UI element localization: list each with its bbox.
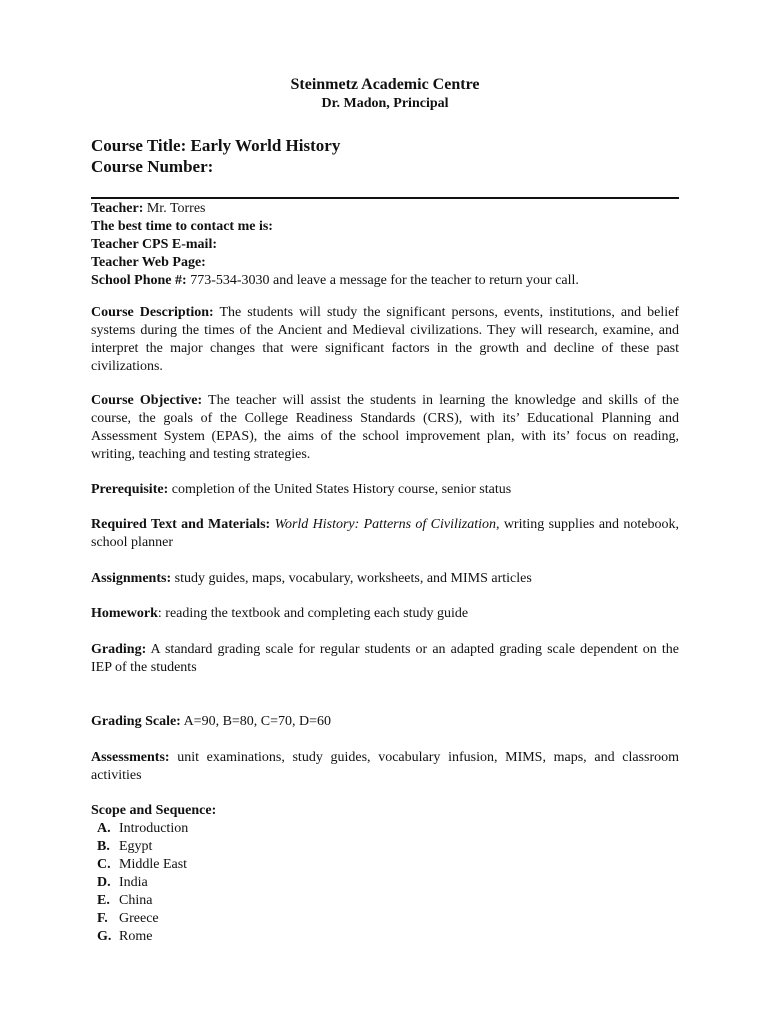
grading-scale: [91, 713, 679, 731]
list-item-letter: E.: [97, 893, 110, 908]
list-item: [97, 928, 188, 946]
prerequisite-label: Prerequisite:: [91, 482, 169, 497]
course-number: Course Number:: [91, 157, 214, 176]
assignments-label: Assignments:: [91, 571, 172, 586]
list-item-letter: C.: [97, 857, 111, 872]
horizontal-rule: [91, 197, 679, 199]
list-item-text: Introduction: [119, 821, 189, 836]
list-item: [97, 892, 188, 910]
list-item: [97, 820, 188, 838]
phone-line: [91, 272, 679, 290]
list-item: [97, 856, 188, 874]
email-line: [91, 236, 679, 254]
best-time-line: [91, 218, 679, 236]
course-description: [91, 304, 679, 376]
list-item: [97, 838, 188, 856]
list-item-text: Rome: [119, 929, 153, 944]
homework: [91, 605, 679, 623]
list-item-text: Egypt: [119, 839, 153, 854]
web-page-line: [91, 254, 679, 272]
objective-label: Course Objective:: [91, 393, 203, 408]
materials-label: Required Text and Materials:: [91, 517, 271, 532]
prerequisite: [91, 481, 679, 499]
teacher-line: [91, 200, 679, 218]
list-item-text: Middle East: [119, 857, 188, 872]
course-objective: [91, 392, 679, 464]
contact-block: [91, 200, 679, 290]
phone-value: 773-534-3030 and leave a message for the teacher to return your call.: [186, 273, 579, 288]
list-item: [97, 874, 188, 892]
list-item-letter: G.: [97, 929, 112, 944]
school-name: Steinmetz Academic Centre: [290, 76, 480, 93]
teacher-value: Mr. Torres: [143, 201, 206, 216]
list-item-text: Greece: [119, 911, 159, 926]
scope-heading: [91, 802, 679, 820]
list-item-letter: B.: [97, 839, 110, 854]
scope-list: [97, 820, 188, 946]
homework-label: Homework: [91, 606, 158, 621]
email-label: Teacher CPS E-mail:: [91, 237, 217, 252]
grading-text: A standard grading scale for regular students or an adapted grading scale dependent on the IEP of the students: [91, 642, 679, 675]
objective-text: The teacher will assist the students in learning the knowledge and skills of the course, the goals of the College Readiness Standards (CRS), with its’ Educational Planning and Assessment System (EPAS), the aims of the school improvement plan, with its’ focus on reading, writing, teaching and testing strategies.: [91, 393, 680, 462]
prerequisite-text: completion of the United States History course, senior status: [168, 482, 512, 497]
list-item-text: China: [119, 893, 153, 908]
scope-label: Scope and Sequence:: [91, 803, 217, 818]
list-item-text: India: [119, 875, 148, 890]
homework-text: : reading the textbook and completing each study guide: [157, 606, 469, 621]
phone-label: School Phone #:: [91, 273, 187, 288]
required-materials: [91, 516, 679, 552]
assessments-text: unit examinations, study guides, vocabulary infusion, MIMS, maps, and classroom activities: [91, 750, 679, 783]
assessments: [91, 749, 679, 785]
description-label: Course Description:: [91, 305, 214, 320]
principal-name: Dr. Madon, Principal: [321, 96, 449, 111]
grading-scale-text: A=90, B=80, C=70, D=60: [180, 714, 332, 729]
list-item: [97, 910, 188, 928]
assessments-label: Assessments:: [91, 750, 170, 765]
textbook-title: World History: Patterns of Civilization: [274, 517, 496, 532]
materials-text: , writing supplies and notebook, school planner: [91, 517, 679, 550]
grading-label: Grading:: [91, 642, 147, 657]
list-item-letter: F.: [97, 911, 108, 926]
web-page-label: Teacher Web Page:: [91, 255, 206, 270]
list-item-letter: A.: [97, 821, 111, 836]
course-title: Course Title: Early World History: [91, 136, 341, 155]
teacher-label: Teacher:: [91, 201, 144, 216]
best-time-label: The best time to contact me is:: [91, 219, 273, 234]
grading-scale-label: Grading Scale:: [91, 714, 181, 729]
assignments-text: study guides, maps, vocabulary, worksheets, and MIMS articles: [171, 571, 532, 586]
list-item-letter: D.: [97, 875, 111, 890]
assignments: [91, 570, 679, 588]
grading: [91, 641, 679, 677]
description-text: The students will study the significant persons, events, institutions, and belief systems during the times of the Ancient and Medieval civilizations. They will research, examine, and interpret the major changes that were significant factors in the growth and decline of these past civilizations.: [91, 305, 679, 374]
